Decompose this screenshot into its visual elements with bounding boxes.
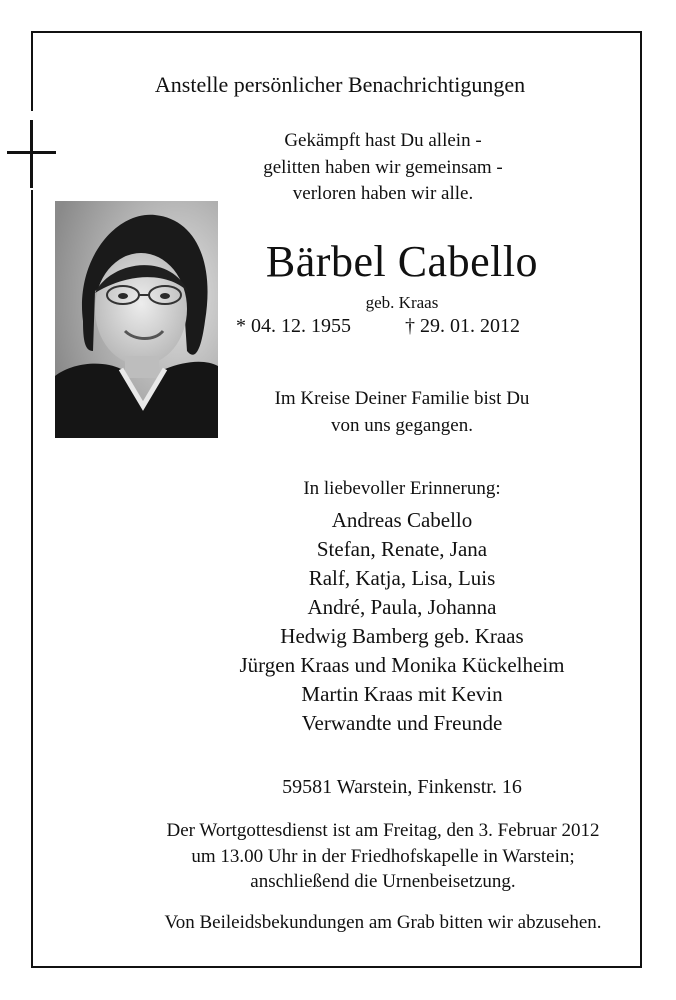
mourner-line: Hedwig Bamberg geb. Kraas (280, 624, 524, 648)
mourner-line: Verwandte und Freunde (301, 711, 503, 735)
service-line-3: anschließend die Urnenbeisetzung. (250, 871, 516, 892)
mourner-line: Andreas Cabello (331, 508, 473, 532)
condolence-note: Von Beileidsbekundungen am Grab bitten wir abzusehen. (164, 912, 602, 933)
service-line-1: Der Wortgottesdienst ist am Freitag, den 3. Februar 2012 (166, 820, 600, 841)
intro-line: Anstelle persönlicher Benachrichtigungen (154, 72, 526, 97)
circle-line-2: von uns gegangen. (331, 415, 473, 436)
frame-left-edge-bottom (31, 190, 33, 966)
verse-line-3: verloren haben wir alle. (292, 183, 474, 204)
address-line: 59581 Warstein, Finkenstr. 16 (282, 776, 522, 798)
cross-icon-horizontal (7, 151, 56, 154)
deceased-name: Bärbel Cabello (265, 237, 539, 286)
portrait-photo (55, 201, 218, 438)
verse-line-1: Gekämpft hast Du allein - (284, 130, 482, 151)
memory-heading: In liebevoller Erinnerung: (303, 478, 501, 499)
cross-icon-vertical (30, 120, 33, 188)
frame-left-edge-top (31, 31, 33, 111)
birth-date: * 04. 12. 1955 (236, 315, 351, 337)
mourner-line: Martin Kraas mit Kevin (301, 682, 503, 706)
mourner-line: André, Paula, Johanna (307, 595, 497, 619)
verse-line-2: gelitten haben wir gemeinsam - (263, 157, 503, 178)
death-date: † 29. 01. 2012 (405, 315, 520, 337)
maiden-name: geb. Kraas (365, 293, 439, 312)
service-line-2: um 13.00 Uhr in der Friedhofskapelle in Warstein; (191, 846, 575, 867)
mourner-line: Ralf, Katja, Lisa, Luis (308, 566, 496, 590)
circle-line-1: Im Kreise Deiner Familie bist Du (274, 388, 530, 409)
mourner-line: Jürgen Kraas und Monika Kückelheim (239, 653, 565, 677)
mourner-line: Stefan, Renate, Jana (316, 537, 488, 561)
